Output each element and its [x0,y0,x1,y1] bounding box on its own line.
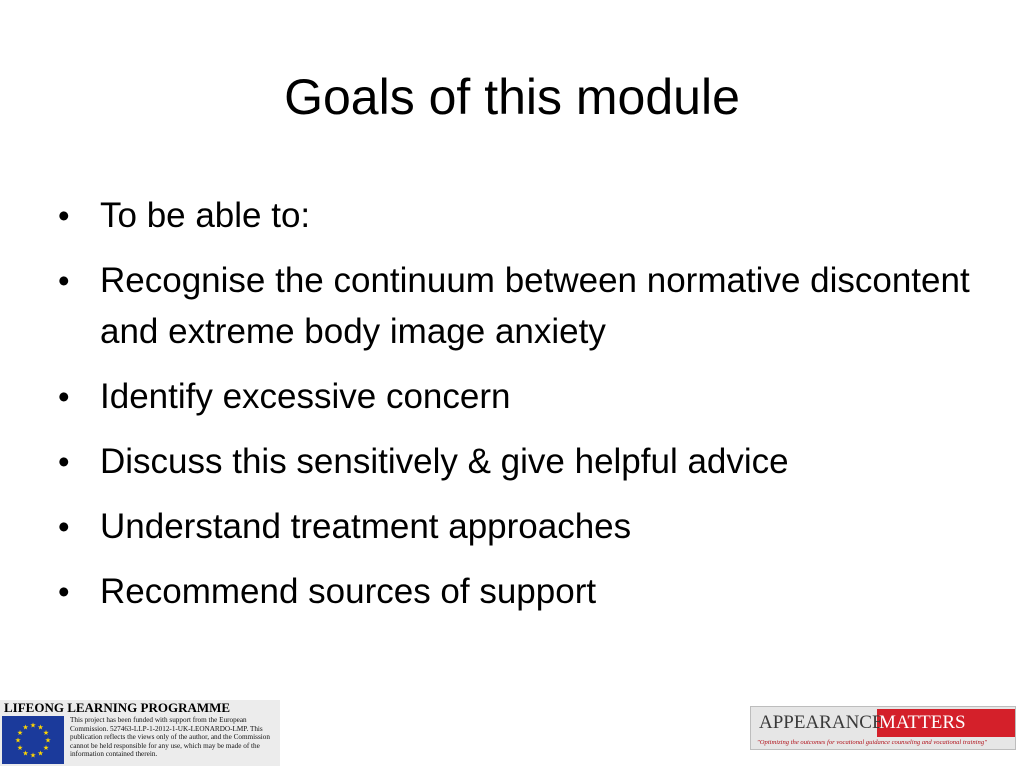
bullet-icon: • [58,573,70,610]
list-item [56,501,976,552]
eu-star-icon: ★ [42,745,50,752]
programme-heading: LIFEONG LEARNING PROGRAMME [4,701,231,715]
eu-star-icon: ★ [37,750,44,758]
eu-star-icon: ★ [44,737,52,745]
bullet-text: Recognise the continuum between normative discontent and extreme body image anxiety [100,261,970,351]
slide-title: Goals of this module [284,69,740,125]
list-item [56,371,976,422]
bullet-text: To be able to: [100,196,311,235]
list-item [56,436,976,487]
eu-star-icon: ★ [29,752,37,760]
eu-star-icon: ★ [29,722,37,730]
appearance-matters-logo [750,706,1016,750]
logo-word-appearance: APPEARANCE [759,712,884,733]
bullet-icon: • [58,508,70,545]
logo-tagline: "Optimizing the outcomes for vocational guidance counseling and vocational training" [757,739,987,746]
eu-star-icon: ★ [37,724,44,732]
bullet-text: Identify excessive concern [100,377,511,416]
logo-word-matters: MATTERS [879,712,966,733]
list-item [56,190,976,241]
bullet-icon: • [58,262,70,299]
eu-stars-icon [2,716,64,764]
funding-disclaimer: This project has been funded with support from the European Commission. 527463-LLP-1-2012-1-UK-LEONARDO-LMP. This publication reflects the views only of the author, and the Commission cannot be held responsible for any use, which may be made of the information contained therein. [70,716,270,759]
list-item [56,566,976,617]
eu-funding-notice [0,700,280,766]
bullet-text: Understand treatment approaches [100,507,632,546]
bullet-icon: • [58,378,70,415]
eu-star-icon: ★ [42,730,50,737]
eu-star-icon: ★ [14,737,22,745]
eu-star-icon: ★ [22,724,29,732]
bullet-icon: • [58,443,70,480]
bullet-text: Discuss this sensitively & give helpful advice [100,442,789,481]
eu-star-icon: ★ [22,750,29,758]
list-item [56,255,976,357]
eu-star-icon: ★ [16,730,24,737]
bullet-icon: • [58,197,70,234]
goals-list [56,190,976,631]
bullet-text: Recommend sources of support [100,572,597,611]
eu-star-icon: ★ [16,745,24,752]
eu-flag-icon [2,716,64,764]
